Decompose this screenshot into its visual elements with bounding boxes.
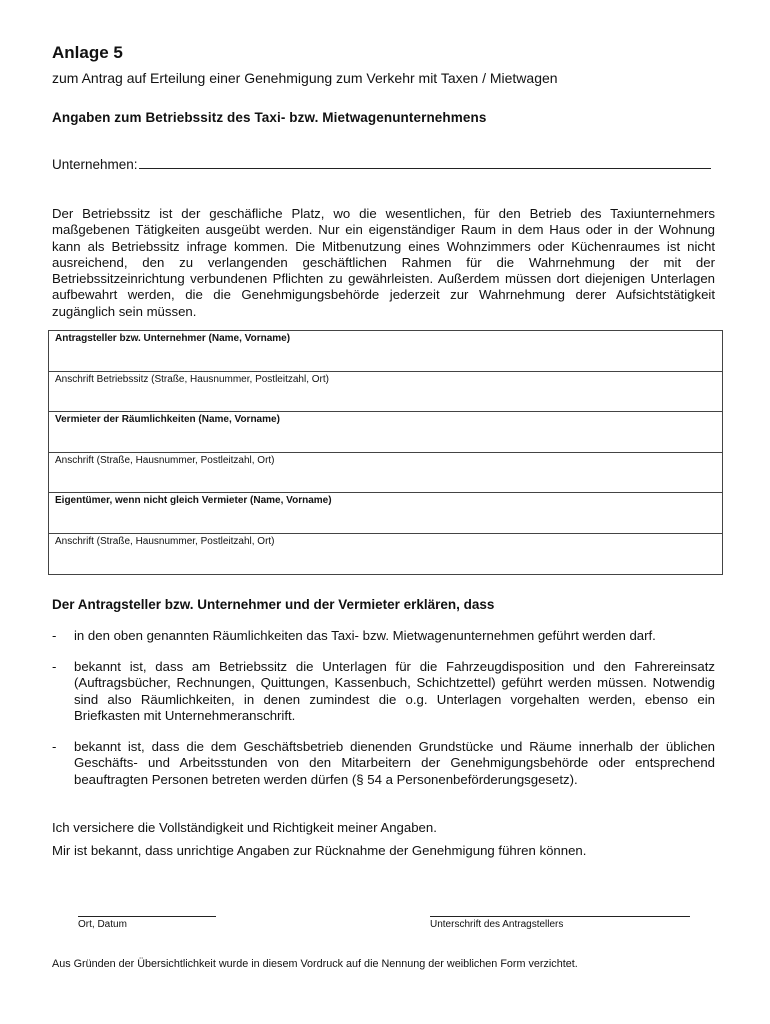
company-field[interactable] [52, 156, 711, 172]
place-date-line[interactable] [78, 916, 216, 917]
company-input-line[interactable] [139, 156, 711, 169]
field-landlord-address[interactable] [49, 453, 722, 494]
field-business-address[interactable] [49, 372, 722, 413]
declaration-text: bekannt ist, dass am Betriebssitz die Unterlagen für die Fahrzeugdisposition und den Fahrereinsatz (Auftragsbücher, Rechnungen, Quittungen, Kassenbuch, Schichtzettel) geführt werden müssen. Notwendig sind also Räumlichkeiten, in denen zumindest die o.g. Unterlagen vorgehalten werden, ebenso ein Briefkasten mit Unternehmeranschrift. [74, 659, 715, 723]
declaration-text: in den oben genannten Räumlichkeiten das Taxi- bzw. Mietwagenunternehmen geführt werden darf. [74, 628, 656, 643]
assurance-statement: Mir ist bekannt, dass unrichtige Angaben zur Rücknahme der Genehmigung führen können. [52, 843, 587, 858]
address-form-table [48, 330, 723, 575]
assurance-statement: Ich versichere die Vollständigkeit und Richtigkeit meiner Angaben. [52, 820, 437, 835]
field-owner-name[interactable] [49, 493, 722, 534]
section-heading: Angaben zum Betriebssitz des Taxi- bzw. Mietwagenunternehmens [52, 110, 487, 125]
bullet-dash: - [52, 739, 57, 754]
field-label: Anschrift (Straße, Hausnummer, Postleitzahl, Ort) [55, 454, 275, 466]
field-label: Antragsteller bzw. Unternehmer (Name, Vorname) [55, 333, 291, 344]
page-title: Anlage 5 [52, 43, 123, 62]
place-date-label: Ort, Datum [78, 919, 127, 930]
field-owner-address[interactable] [49, 534, 722, 575]
declaration-text: bekannt ist, dass die dem Geschäftsbetrieb dienenden Grundstücke und Räume innerhalb der üblichen Geschäfts- und Arbeitsstunden von den Mitarbeitern der Genehmigungsbehörde oder entsprechend beauftragten Personen betreten werden dürfen (§ 54 a Personenbeförderungsgesetz). [74, 739, 715, 787]
declaration-item [52, 739, 715, 788]
field-label: Eigentümer, wenn nicht gleich Vermieter (Name, Vorname) [55, 495, 332, 506]
field-label: Anschrift Betriebssitz (Straße, Hausnummer, Postleitzahl, Ort) [55, 373, 329, 385]
field-label: Anschrift (Straße, Hausnummer, Postleitzahl, Ort) [55, 535, 275, 547]
bullet-dash: - [52, 628, 57, 643]
intro-paragraph: Der Betriebssitz ist der geschäfliche Platz, wo die wesentlichen, für den Betrieb des Taxiunternehmers maßgebenen Tätigkeiten ausgeübt werden. Nur ein eigenständiger Raum in dem Haus oder in der Wohnung kann als Betriebssitz infrage kommen. Die Mitbenutzung eines Wohnzimmers oder Küchenraumes ist nicht ausreichend, den zu verlangenden geschäftlichen Rahmen für die Wahrnehmung der mit der Betriebssitzeinrichtung verbundenen Pflichten zu gewährleisten. Außerdem müssen dort diejenigen Unterlagen aufbewahrt werden, die die Genehmigungsbehörde jederzeit zur Wahrnehmung derer Aufsichtstätigkeit zugänglich sein müssen. [52, 206, 715, 319]
bullet-dash: - [52, 659, 57, 674]
field-landlord-name[interactable] [49, 412, 722, 453]
field-label: Vermieter der Räumlichkeiten (Name, Vorname) [55, 414, 280, 425]
page-subtitle: zum Antrag auf Erteilung einer Genehmigung zum Verkehr mit Taxen / Mietwagen [52, 70, 558, 86]
field-applicant-name[interactable] [49, 331, 722, 372]
declaration-item [52, 659, 715, 724]
footnote: Aus Gründen der Übersichtlichkeit wurde in diesem Vordruck auf die Nennung der weiblichen Form verzichtet. [52, 958, 578, 970]
signature-line[interactable] [430, 916, 690, 917]
signature-label: Unterschrift des Antragstellers [430, 919, 564, 930]
declaration-item [52, 628, 715, 644]
company-label: Unternehmen: [52, 157, 138, 172]
declaration-heading: Der Antragsteller bzw. Unternehmer und der Vermieter erklären, dass [52, 597, 495, 612]
